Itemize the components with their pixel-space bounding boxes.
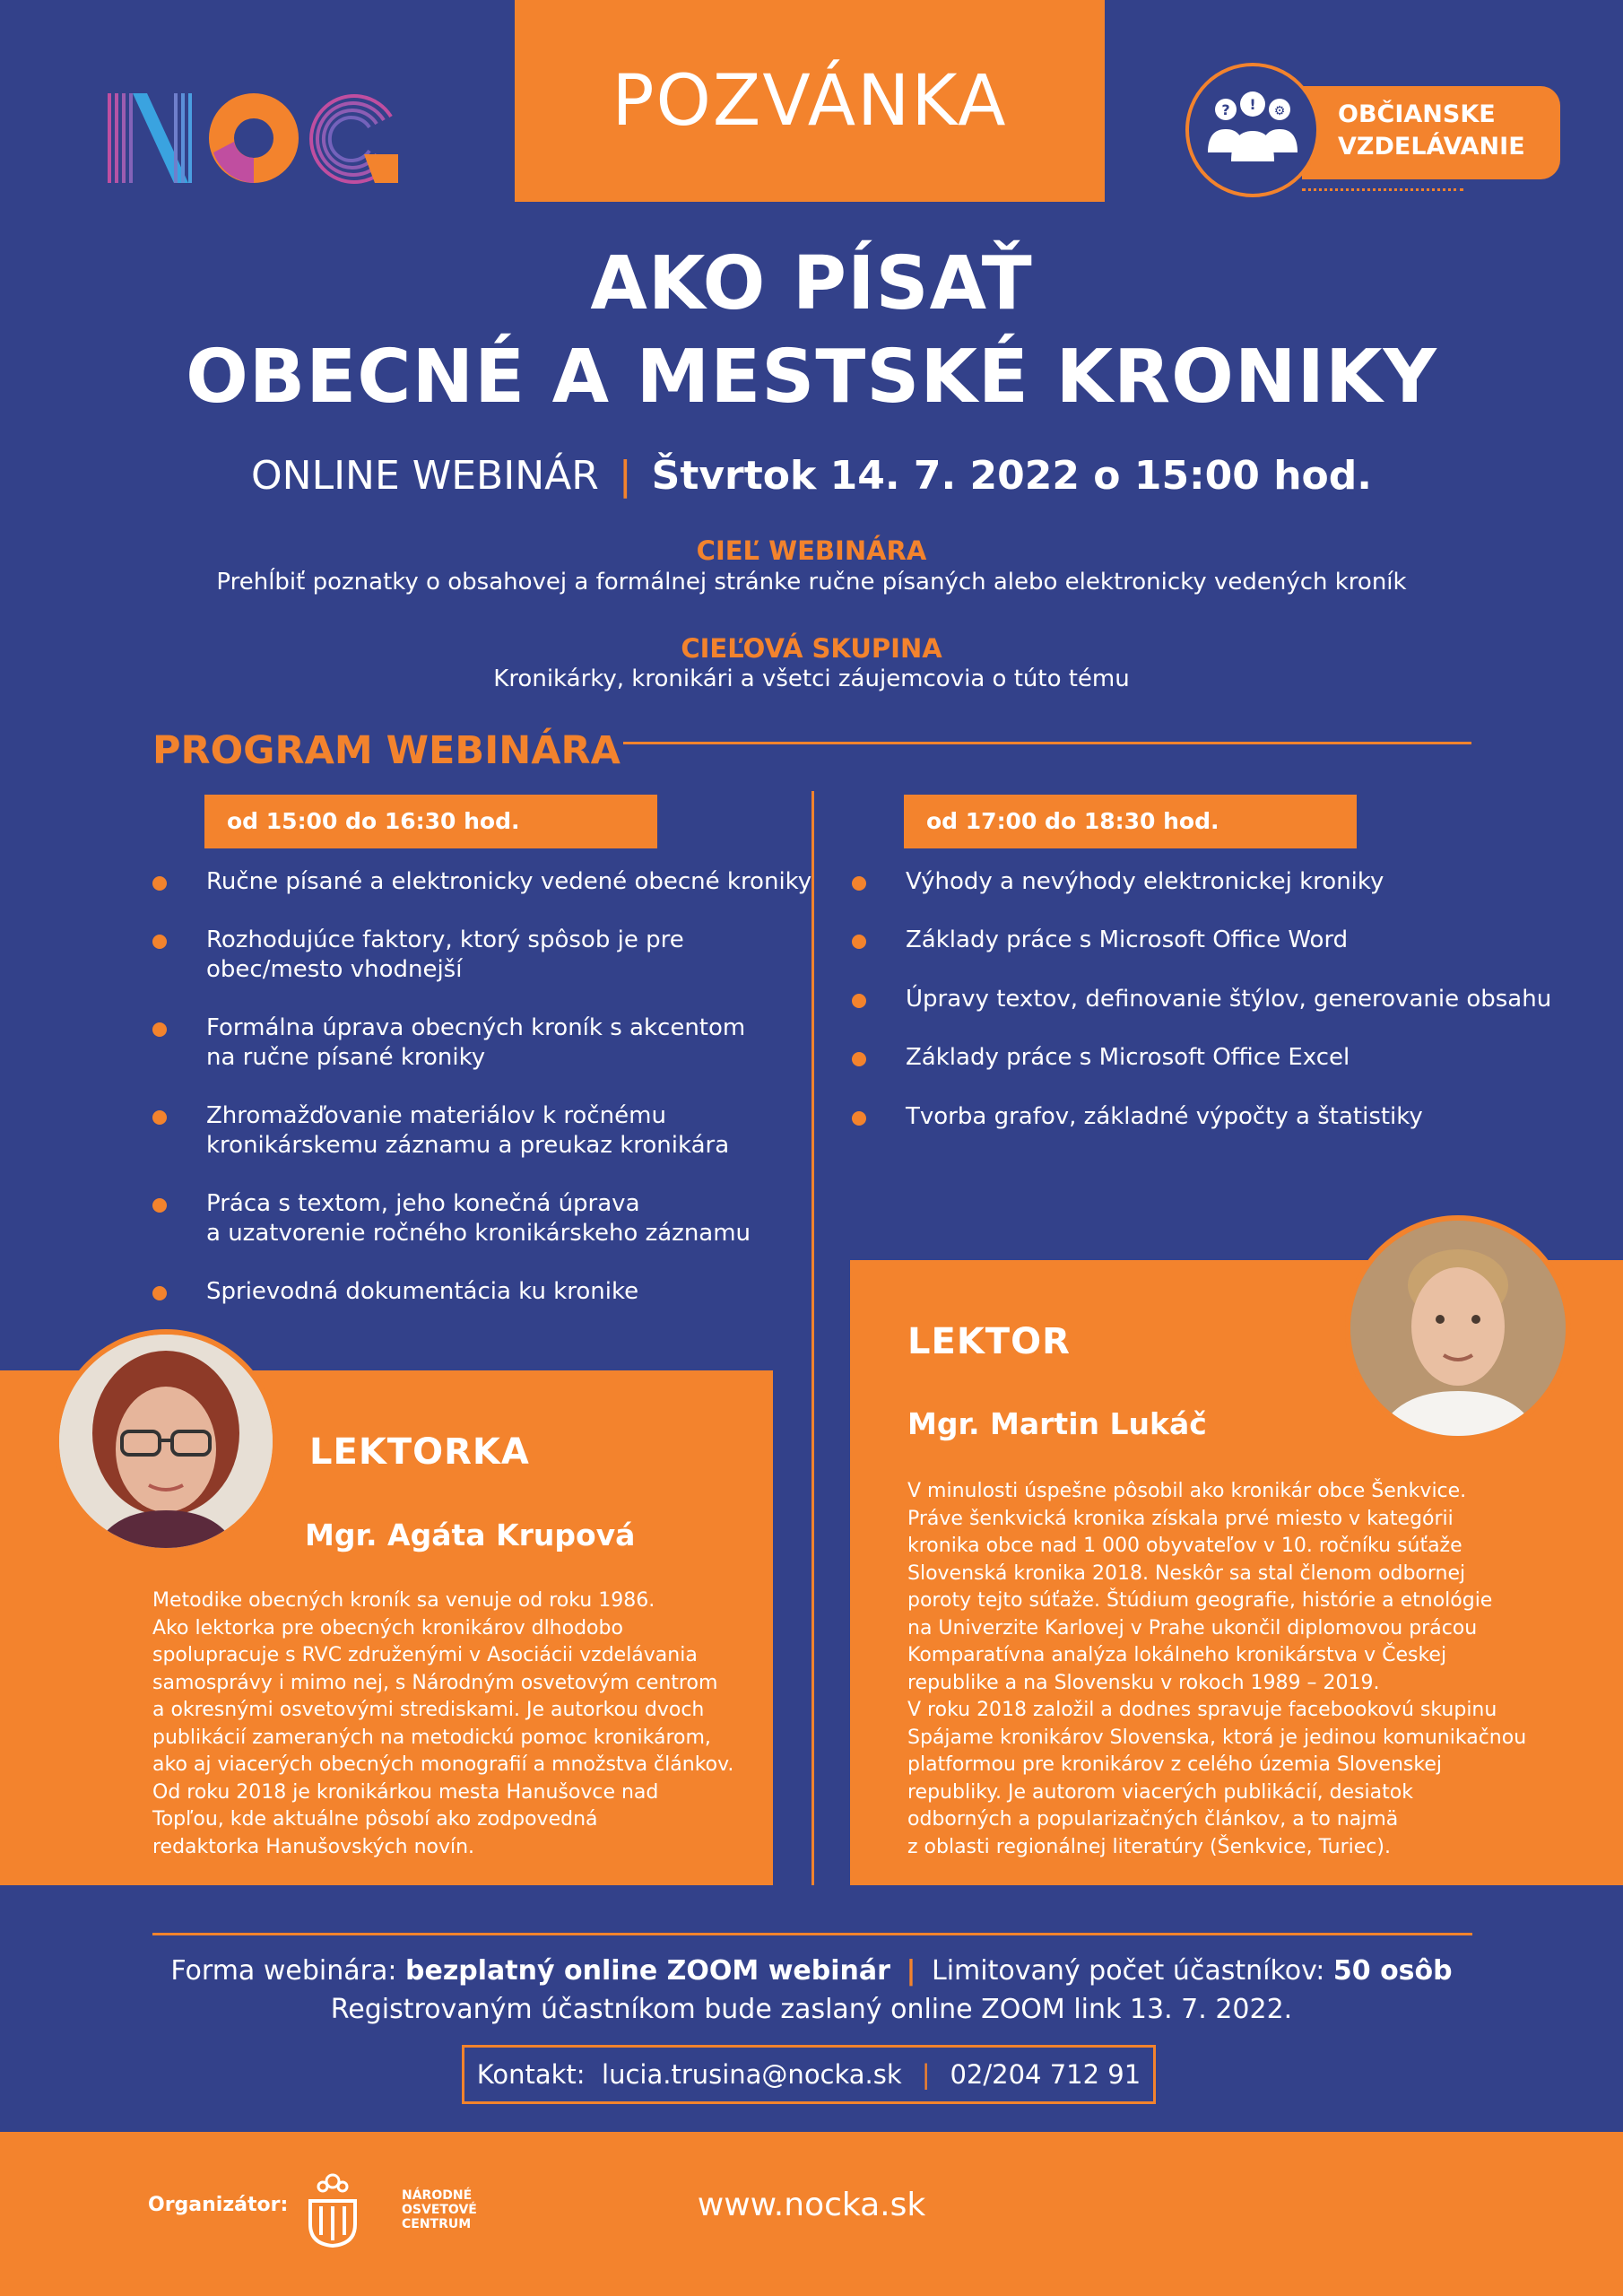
event-datetime: Štvrtok 14. 7. 2022 o 15:00 hod.: [651, 453, 1372, 499]
lecturer-female-photo: [54, 1329, 278, 1553]
list-item-text: Rozhodujúce faktory, ktorý spôsob je pre obec/mesto vhodnejší: [206, 926, 684, 983]
badge-dotted-line: [1302, 188, 1463, 191]
registration-note: Registrovaným účastníkom bude zaslaný online ZOOM link 13. 7. 2022.: [330, 1994, 1293, 2025]
svg-text:!: !: [1249, 96, 1256, 113]
list-item: [852, 985, 1623, 1014]
list-item: [152, 926, 834, 985]
bullet-icon: [852, 876, 866, 891]
list-item-text: Práca s textom, jeho konečná úprava a uzatvorenie ročného kronikárskeho záznamu: [206, 1190, 751, 1247]
contact-box: [462, 2045, 1156, 2104]
list-item-text: Zhromažďovanie materiálov k ročnému kronikárskemu záznamu a preukaz kronikára: [206, 1102, 730, 1159]
form-label: Forma webinára:: [170, 1955, 397, 1987]
bullet-icon: [152, 1110, 167, 1125]
civic-badge-line1: OBČIANSKE: [1338, 100, 1496, 128]
bullet-icon: [152, 935, 167, 949]
lecturer-female-heading: LEKTORKA: [309, 1431, 530, 1473]
info-separator: |: [906, 1955, 916, 1987]
list-item-text: Základy práce s Microsoft Office Word: [906, 926, 1349, 953]
event-subtitle: [0, 453, 1623, 499]
civic-education-badge: [1185, 63, 1562, 206]
page-title: [0, 238, 1623, 424]
civic-badge-line2: VZDELÁVANIE: [1338, 133, 1525, 161]
noc-logo: [106, 90, 402, 187]
list-item-text: Výhody a nevýhody elektronickej kroniky: [906, 868, 1384, 895]
noc-logo-mark: [106, 90, 402, 187]
audience-text: Kronikárky, kronikári a všetci záujemcovia o túto tému: [493, 665, 1130, 692]
program-title: PROGRAM WEBINÁRA: [152, 728, 621, 773]
list-item: [852, 926, 1623, 955]
bullet-icon: [852, 994, 866, 1008]
bullet-icon: [152, 1198, 167, 1213]
contact-email[interactable]: lucia.trusina@nocka.sk: [602, 2059, 902, 2090]
lecturer-female-name: Mgr. Agáta Krupová: [305, 1518, 636, 1552]
lecturer-male-name: Mgr. Martin Lukáč: [907, 1406, 1207, 1441]
lecturer-male-heading: LEKTOR: [907, 1321, 1071, 1362]
form-value: bezplatný online ZOOM webinár: [405, 1955, 890, 1987]
footer-divider: [152, 1933, 1472, 1935]
program-divider: [623, 742, 1471, 744]
svg-text:⚙: ⚙: [1273, 104, 1286, 118]
list-item-text: Ručne písané a elektronicky vedené obecné kroniky: [206, 868, 812, 895]
bullet-icon: [152, 876, 167, 891]
bullet-icon: [152, 1286, 167, 1300]
organizer-name-line2: OSVETOVÉ: [402, 2203, 477, 2217]
list-item: [152, 1277, 834, 1307]
list-item-text: Tvorba grafov, základné výpočty a štatistiky: [906, 1103, 1423, 1130]
lecturer-female-bio: Metodike obecných kroník sa venuje od roku 1986. Ako lektorka pre obecných kronikárov dlhodobo spolupracuje s RVC združenými v Asociácii vzdelávania samosprávy i mimo nej, s Národným osvetovým centrom a okresnými osvetovými strediskami. Je autorkou dvoch publikácií zameraných na metodickú pomoc kronikárom, ako aj viacerých obecných monografií a množstva článkov. Od roku 2018 je kronikárkou mesta Hanušovce nad Topľou, kde aktuálne pôsobí ako zodpovedná redaktorka Hanušovských novín.: [152, 1589, 734, 1858]
list-item: [152, 1189, 834, 1248]
lecturer-male-photo: [1345, 1215, 1571, 1441]
lecturer-male-bio: V minulosti úspešne pôsobil ako kronikár obce Šenkvice. Práve šenkvická kronika získala prvé miesto v kategórii kronika obce nad 1 000 obyvateľov v 10. ročníku súťaže Slovenská kronika 2018. Neskôr sa stal členom odbornej poroty tejto súťaže. Štúdium geografie, histórie a etnológie na Univerzite Karlovej v Prahe ukončil diplomovou prácou Komparatívna analýza lokálneho kronikárstva v Českej republike a na Slovensku v rokoch 1989 – 2019. V roku 2018 založil a dodnes spravuje facebookovú skupinu Spájame kronikárov Slovenska, ktorá je jedinou komunikačnou platformou pre kronikárov z celého územia Slovenskej republiky. Je autorom viacerých publikácií, desiatok odborných a popularizačných článkov, a to najmä z oblasti regionálnej literatúry (Šenkvice, Turiec).: [907, 1480, 1527, 1858]
organizer-label: Organizátor:: [148, 2194, 289, 2216]
lecturer-male-portrait: [1350, 1221, 1566, 1436]
civic-badge-label: [1302, 86, 1560, 179]
list-item-text: Úpravy textov, definovanie štýlov, generovanie obsahu: [906, 986, 1552, 1013]
people-ideas-icon: [1185, 63, 1320, 197]
title-line2: OBECNÉ A MESTSKÉ KRONIKY: [186, 335, 1437, 420]
list-item: [152, 867, 834, 897]
event-format: ONLINE WEBINÁR: [251, 453, 599, 499]
limit-label: Limitovaný počet účastníkov:: [932, 1955, 1325, 1987]
list-item-text: Základy práce s Microsoft Office Excel: [906, 1044, 1350, 1071]
svg-text:?: ?: [1221, 101, 1230, 118]
contact-phone[interactable]: 02/204 712 91: [950, 2059, 1141, 2090]
invitation-banner: [515, 0, 1105, 202]
invitation-label: POZVÁNKA: [612, 60, 1008, 142]
contact-label: Kontakt:: [476, 2059, 586, 2090]
right-time-slot: od 17:00 do 18:30 hod.: [904, 795, 1357, 848]
organizer-name-line3: CENTRUM: [402, 2217, 472, 2231]
bullet-icon: [852, 935, 866, 949]
bullet-icon: [852, 1052, 866, 1066]
left-time-slot: od 15:00 do 16:30 hod.: [204, 795, 657, 848]
website-link[interactable]: www.nocka.sk: [697, 2187, 926, 2223]
title-line1: AKO PÍSAŤ: [590, 241, 1033, 326]
lecturer-female-portrait: [59, 1335, 273, 1548]
audience-heading: CIEĽOVÁ SKUPINA: [681, 633, 942, 664]
list-item-text: Formálna úprava obecných kroník s akcentom na ručne písané kroniky: [206, 1014, 746, 1071]
subtitle-separator: |: [618, 453, 632, 499]
goal-text: Prehĺbiť poznatky o obsahovej a formálnej stránke ručne písaných alebo elektronicky vedených kroník: [216, 569, 1407, 596]
list-item: [152, 1013, 834, 1073]
limit-value: 50 osôb: [1332, 1955, 1453, 1987]
list-item: [852, 867, 1623, 897]
list-item: [852, 1102, 1623, 1132]
list-item: [852, 1043, 1623, 1073]
bullet-icon: [152, 1022, 167, 1037]
webinar-info-line: [0, 1955, 1623, 1987]
bullet-icon: [852, 1111, 866, 1126]
goal-heading: CIEĽ WEBINÁRA: [696, 535, 927, 566]
contact-separator: |: [921, 2059, 931, 2090]
list-item-text: Sprievodná dokumentácia ku kronike: [206, 1278, 639, 1305]
organizer-name-line1: NÁRODNÉ: [402, 2188, 473, 2203]
list-item: [152, 1101, 834, 1161]
